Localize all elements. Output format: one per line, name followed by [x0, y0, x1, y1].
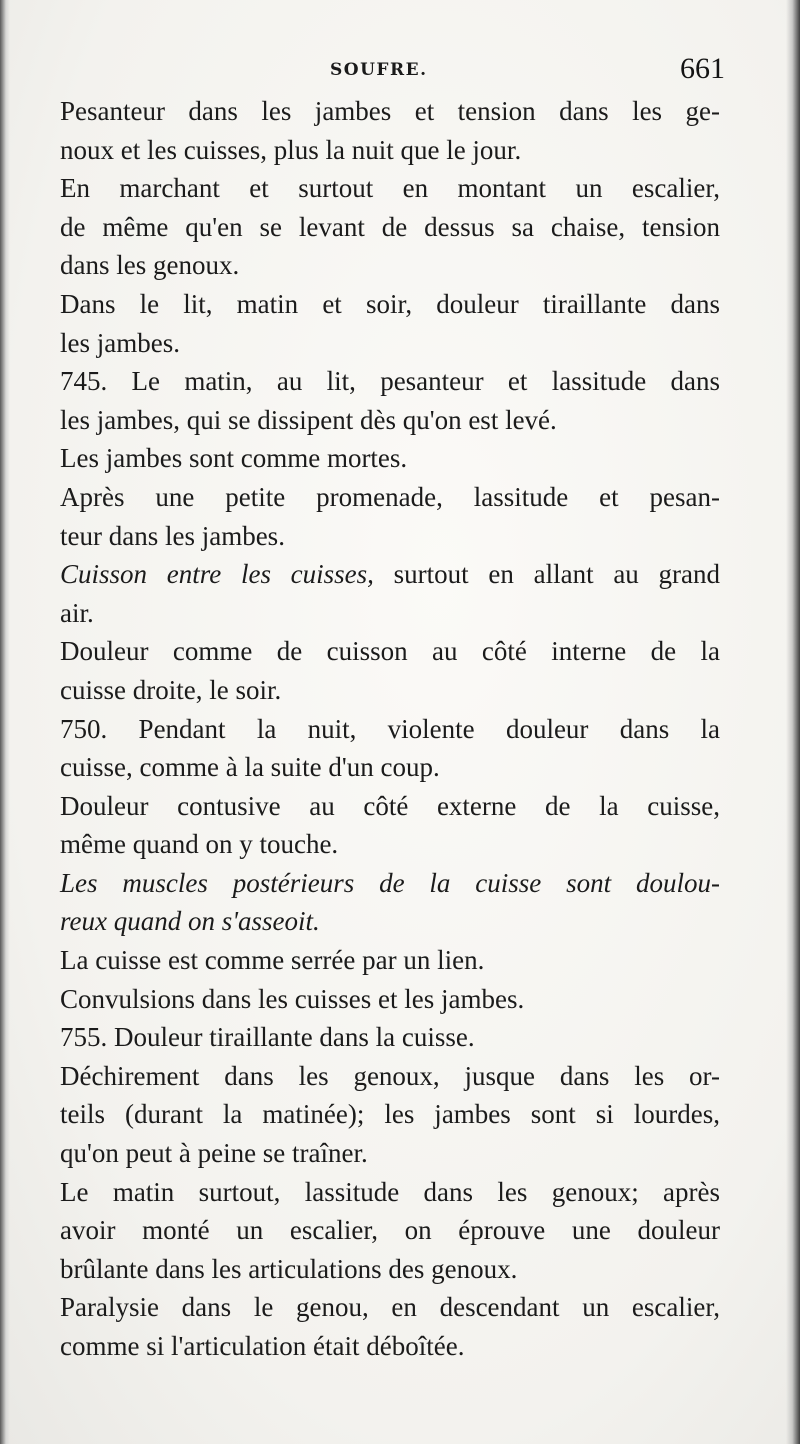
text-line: cuisse, comme à la suite d'un coup. [60, 752, 440, 783]
text-line: 750. Pendant la nuit, violente douleur dans la [60, 713, 720, 744]
text-line: qu'on peut à peine se traîner. [60, 1138, 368, 1169]
text-line: teils (durant la matinée); les jambes sont si lourdes, [60, 1099, 720, 1130]
text-line: de même qu'en se levant de dessus sa chaise, tension [60, 211, 720, 242]
text-line: Les muscles postérieurs de la cuisse sont doulou- [60, 867, 720, 898]
page-edge-shadow-left [0, 0, 10, 1444]
running-title: SOUFRE. [330, 60, 428, 80]
text-line: brûlante dans les articulations des genoux. [60, 1253, 518, 1284]
text-line: Douleur contusive au côté externe de la cuisse, [60, 790, 720, 821]
text-line: Les jambes sont comme mortes. [60, 443, 408, 474]
text-line: Après une petite promenade, lassitude et pesan- [60, 481, 720, 512]
text-line: noux et les cuisses, plus la nuit que le jour. [60, 134, 522, 165]
text-line: reux quand on s'asseoit. [60, 906, 320, 937]
text-line: La cuisse est comme serrée par un lien. [60, 945, 485, 976]
text-line: avoir monté un escalier, on éprouve une douleur [60, 1215, 720, 1246]
page-number: 661 [680, 52, 725, 85]
text-line: 745. Le matin, au lit, pesanteur et lassitude dans [60, 366, 720, 397]
text-line: Pesanteur dans les jambes et tension dans les ge- [60, 96, 720, 126]
text-line: Dans le lit, matin et soir, douleur tiraillante dans [60, 288, 720, 319]
text-line: les jambes, qui se dissipent dès qu'on est levé. [60, 404, 557, 435]
text-line: Douleur comme de cuisson au côté interne de la [60, 636, 720, 667]
text-line-italic-part: Cuisson entre les cuisses, [60, 559, 374, 590]
text-line: Paralysie dans le genou, en descendant un escalier, [60, 1292, 720, 1323]
text-line: En marchant et surtout en montant un escalier, [60, 173, 720, 204]
body-text [60, 92, 720, 1366]
running-header [60, 52, 725, 92]
text-line: teur dans les jambes. [60, 520, 285, 551]
text-line: Convulsions dans les cuisses et les jambes. [60, 983, 525, 1014]
text-line: 755. Douleur tiraillante dans la cuisse. [60, 1022, 475, 1053]
text-line: air. [60, 597, 94, 628]
text-line: dans les genoux. [60, 250, 240, 281]
text-line: les jambes. [60, 327, 180, 358]
text-line: comme si l'articulation était déboîtée. [60, 1331, 465, 1361]
text-line: cuisse droite, le soir. [60, 674, 282, 705]
text-line: Déchirement dans les genoux, jusque dans les or- [60, 1060, 720, 1091]
text-line: Le matin surtout, lassitude dans les genoux; après [60, 1176, 720, 1207]
text-line [60, 555, 720, 594]
text-line: même quand on y touche. [60, 829, 339, 860]
text-line-roman-part: surtout en allant au grand [373, 559, 721, 590]
page-edge-shadow-right [786, 0, 800, 1444]
